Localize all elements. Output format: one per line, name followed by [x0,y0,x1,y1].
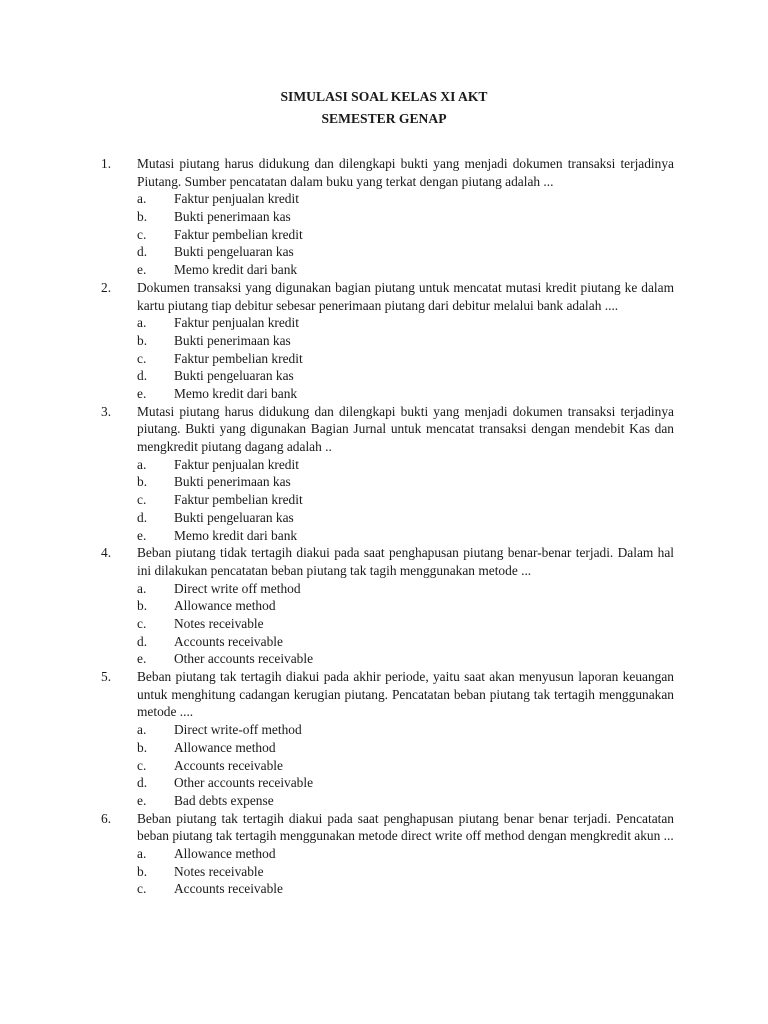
option-item [0,757,768,775]
question-text: Beban piutang tidak tertagih diakui pada saat penghapusan piutang benar-benar terjadi. Dalam hal ini dilakukan pencatatan beban piutang tak tagih menggunakan metode ... [137,545,674,578]
option-letter: d. [137,244,148,260]
option-item [0,615,768,633]
option-letter: c. [137,350,147,366]
option-text: Accounts receivable [174,881,283,897]
option-text: Memo kredit dari bank [174,527,298,543]
question-list [0,155,768,898]
option-text: Allowance method [174,739,276,755]
option-text: Memo kredit dari bank [174,386,298,401]
option-letter: a. [137,191,147,207]
option-text: Bukti penerimaan kas [174,332,291,348]
option-letter: c. [137,226,147,242]
option-item [0,314,768,332]
option-item [0,261,768,279]
option-letter: e. [137,386,147,401]
option-letter: c. [137,881,147,897]
option-item [0,863,768,881]
option-letter: e. [137,527,147,543]
option-item [0,350,768,368]
option-text: Other accounts receivable [174,651,314,667]
option-letter: b. [137,863,148,879]
option-text: Bukti pengeluaran kas [174,509,294,525]
option-item [0,491,768,509]
option-text: Faktur pembelian kredit [174,350,303,366]
question-5 [0,668,768,810]
question-4 [0,544,768,668]
question-2 [0,279,768,403]
option-letter: b. [137,209,148,225]
option-item [0,243,768,261]
option-text: Bukti penerimaan kas [174,209,291,225]
option-letter: a. [137,456,147,472]
option-letter: b. [137,474,148,490]
option-text: Direct write off method [174,580,301,596]
option-letter: a. [137,846,147,862]
document-subtitle: SEMESTER GENAP [321,111,447,126]
option-item [0,880,768,898]
question-number: 5. [101,669,112,685]
question-number: 4. [101,545,112,561]
option-text: Notes receivable [174,863,264,879]
option-letter: e. [137,792,147,808]
option-text: Faktur penjualan kredit [174,456,299,472]
option-item [0,597,768,615]
option-letter: d. [137,775,148,791]
option-letter: a. [137,315,147,331]
question-text: Mutasi piutang harus didukung dan dilengkapi bukti yang menjadi dokumen transaksi terjadinya piutang. Bukti yang digunakan Bagian Jurnal untuk mencatat transaksi dengan mendebit Kas dan mengkredit piutang dagang adalah .. [137,403,674,455]
option-item [0,208,768,226]
option-letter: b. [137,332,148,348]
option-letter: c. [137,616,147,632]
option-text: Faktur pembelian kredit [174,492,303,508]
question-number: 3. [101,403,112,419]
question-6 [0,810,768,898]
option-text: Memo kredit dari bank [174,262,298,278]
option-text: Allowance method [174,598,276,614]
option-item [0,332,768,350]
option-item [0,845,768,863]
option-item [0,633,768,651]
question-1 [0,155,768,279]
question-text: Dokumen transaksi yang digunakan bagian piutang untuk mencatat mutasi kredit piutang ke dalam kartu piutang tiap debitur sebesar penerimaan piutang dari debitur melalui bank adalah .... [137,279,674,313]
option-text: Other accounts receivable [174,775,314,791]
option-item [0,721,768,739]
option-letter: e. [137,262,147,278]
option-item [0,456,768,474]
option-letter: a. [137,580,147,596]
question-number: 2. [101,279,112,295]
option-text: Faktur pembelian kredit [174,226,303,242]
question-3 [0,403,768,545]
option-item [0,226,768,244]
option-item [0,509,768,527]
option-text: Faktur penjualan kredit [174,315,299,331]
option-letter: d. [137,633,148,649]
question-text: Beban piutang tak tertagih diakui pada akhir periode, yaitu saat akan menyusun laporan keuangan untuk menghitung cadangan kerugian piutang. Pencatatan beban piutang tak tertagih menggunakan metode .... [137,669,674,720]
option-text: Accounts receivable [174,757,283,773]
option-text: Bukti penerimaan kas [174,474,291,490]
option-item [0,792,768,810]
option-letter: c. [137,492,147,508]
option-item [0,580,768,598]
document-title: SIMULASI SOAL KELAS XI AKT [280,89,488,104]
option-text: Faktur penjualan kredit [174,191,299,207]
option-letter: b. [137,739,148,755]
option-text: Allowance method [174,846,276,862]
option-text: Accounts receivable [174,633,283,649]
option-text: Notes receivable [174,616,264,632]
option-item [0,367,768,385]
option-item [0,527,768,545]
option-item [0,650,768,668]
option-text: Direct write-off method [174,722,302,738]
question-number: 6. [101,810,112,826]
option-letter: a. [137,722,147,738]
option-letter: b. [137,598,148,614]
option-text: Bukti pengeluaran kas [174,368,294,384]
option-letter: d. [137,509,148,525]
question-text: Beban piutang tak tertagih diakui pada saat penghapusan piutang benar benar terjadi. Pencatatan beban piutang tak tertagih menggunakan metode direct write off method dengan mengkredit akun ... [137,810,674,844]
option-item [0,385,768,403]
option-letter: e. [137,651,147,667]
question-text: Mutasi piutang harus didukung dan dilengkapi bukti yang menjadi dokumen transaksi terjadinya Piutang. Sumber pencatatan dalam buku yang terkat dengan piutang adalah ... [137,156,674,189]
option-item [0,739,768,757]
option-letter: d. [137,368,148,384]
question-number: 1. [101,156,112,171]
option-text: Bad debts expense [174,792,274,808]
option-item [0,190,768,208]
option-text: Bukti pengeluaran kas [174,244,294,260]
option-letter: c. [137,757,147,773]
option-item [0,774,768,792]
option-item [0,473,768,491]
